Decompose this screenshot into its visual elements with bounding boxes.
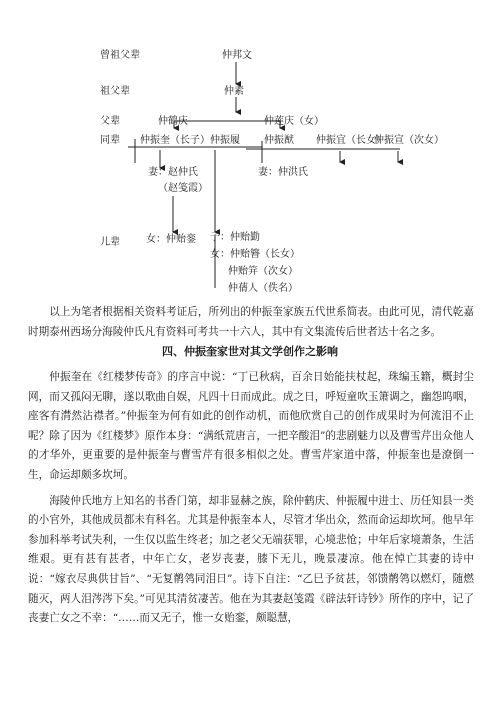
person-grandfather: 仲素 <box>224 86 244 97</box>
gen-label-same: 同辈 <box>100 135 120 146</box>
person-daughter-yiji: 仲贻笄（次女） <box>228 266 298 277</box>
person-daughter-yizan: 女：仲贻簪（长女） <box>210 249 300 260</box>
person-sib4: 仲振宜（长女） <box>316 135 386 146</box>
person-father2: 仲莲庆（女） <box>264 116 324 127</box>
gen-label-children: 儿辈 <box>100 237 120 248</box>
gen-label-grandfather: 祖父辈 <box>100 86 130 97</box>
paragraph-2: 仲振奎在《红楼梦传奇》的序言中说：“丁已秋病，百余日始能扶杖起，珠编玉籍，概封尘网，而又孤闷无聊，遂以歌曲自娱，凡四十日而成此。成之日，呼短童吹玉箫调之，幽怨呜咽，座客有潸然沾襟者。”仲振奎为何有如此的创作动机，而他欣赏自己的创作成果时为何流泪不止呢？除了因为《红楼梦》原作本身：“满纸荒唐言，一把辛酸泪”的悲剧魅力以及曹雪芹出众他人的才华外，更重要的是仲振奎与曹雪芹有很多相似之处。曹雪芹家道中落，仲振奎也是潦倒一生，命运却颇多坎坷。 <box>28 371 474 481</box>
person-qianren: 仲蒨人（佚名） <box>228 283 298 294</box>
person-wife1: 妻：赵仲氏 <box>148 167 198 178</box>
person-great-grandfather: 仲邦文 <box>222 50 252 61</box>
person-sib1: 仲振奎（长子） <box>140 135 210 146</box>
section-title: 四、仲振奎家世对其文学创作之影响 <box>162 345 338 358</box>
person-sib5: 仲振宣（次女） <box>374 135 444 146</box>
paragraph-3: 海陵仲氏地方上知名的书香门第，却非显赫之族，除仲鹤庆、仲振履中进士、历任知县一类的小官外，其他成员都未有科名。尤其是仲振奎本人，尽管才华出众，然而命运却坎坷。他早年参加科举考试失利，一生仅以监生终老；加之老父无端获罪，心境悲怆；中年后家境萧条，生活维艰。更有甚有甚者，中年亡女，老岁丧妻，膝下无儿，晚景凄凉。他在悼亡其妻的诗中说：“嫁衣尽典供甘旨”、“无复鹡鸰同泪日”。诗下自注：“乙巳予贫甚，邻馈鹡鸰以燃灯，随燃随灭，两人泪涔涔下矣。”可见其清贫凄苦。他在为其妻赵笺霞《辟法轩诗钞》所作的序中，记了丧妻亡女之不幸：“……而又无子，惟一女贻銮，颇聪慧， <box>28 494 474 625</box>
paragraph-1: 以上为笔者根据相关资料考证后，所列出的仲振奎家族五代世系简表。由此可见，清代乾嘉时期泰州西场分海陵仲氏凡有资料可考共一十六人，其中有文集流传后世者达十名之多。 <box>28 306 474 338</box>
paragraph-summary <box>28 303 474 342</box>
person-wife1-name: （赵笺霞） <box>158 183 208 194</box>
person-son-yiqin: 子：仲贻勤 <box>210 232 260 243</box>
person-wife2: 妻：仲洪氏 <box>258 167 308 178</box>
person-daughter-yiluan: 女：仲贻銮 <box>146 234 196 245</box>
gen-label-father: 父辈 <box>100 116 120 127</box>
gen-label-great-grandfather: 曾祖父辈 <box>100 50 140 61</box>
person-father1: 仲鹤庆 <box>158 116 188 127</box>
section-body <box>28 368 474 629</box>
person-sib3: 仲振猷 <box>264 135 294 146</box>
person-sib2: 仲振履 <box>210 135 240 146</box>
